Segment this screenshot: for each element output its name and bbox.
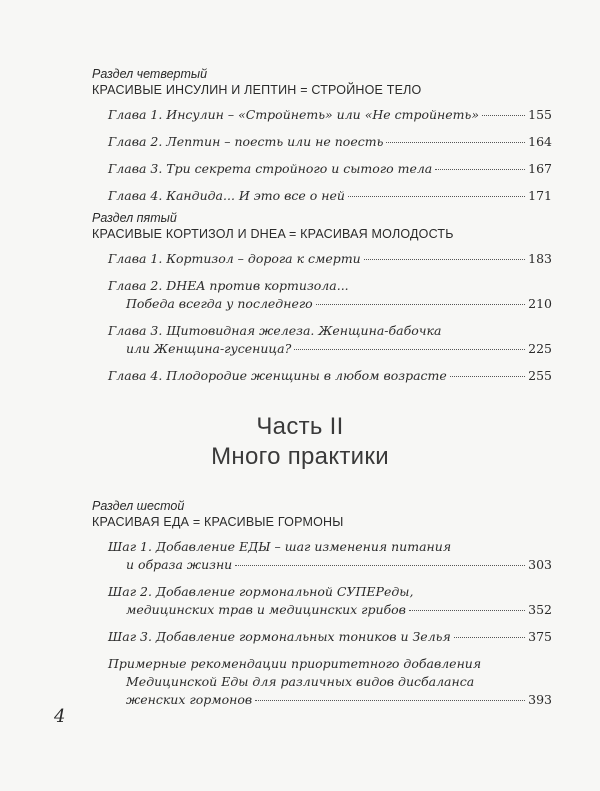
entry-text: Победа всегда у последнего	[126, 296, 313, 311]
section-title: КРАСИВЫЕ ИНСУЛИН И ЛЕПТИН = СТРОЙНОЕ ТЕЛО	[92, 83, 422, 97]
toc-entry[interactable]	[108, 250, 552, 268]
dot-leader	[364, 259, 525, 260]
dot-leader	[435, 169, 525, 170]
entry-text: Глава 4. Кандида... И это все о ней	[108, 188, 345, 203]
dot-leader	[316, 304, 525, 305]
page-number: 171	[528, 188, 552, 203]
page-number: 164	[528, 134, 552, 149]
page-number: 303	[528, 557, 552, 572]
entry-text: Глава 2. Лептин – поесть или не поесть	[108, 134, 384, 149]
page-number: 393	[528, 692, 552, 707]
toc-entry[interactable]	[108, 655, 552, 709]
dot-leader	[454, 637, 525, 638]
entry-text: Шаг 3. Добавление гормональных тоников и Зелья	[108, 629, 451, 644]
dot-leader	[409, 610, 525, 611]
dot-leader	[482, 115, 525, 116]
toc-entry[interactable]	[108, 538, 552, 574]
section-label: Раздел четвертый	[92, 67, 208, 81]
toc-entry[interactable]	[108, 187, 552, 205]
dot-leader	[386, 142, 525, 143]
entry-text: медицинских трав и медицинских грибов	[126, 602, 406, 617]
part-number: Часть II	[256, 413, 344, 440]
entry-text: Глава 1. Кортизол – дорога к смерти	[108, 251, 361, 266]
entry-text: Шаг 1. Добавление ЕДЫ – шаг изменения питания	[108, 539, 452, 554]
section-4	[92, 67, 552, 214]
toc-entry[interactable]	[108, 160, 552, 178]
entry-text: Медицинской Еды для различных видов дисбаланса	[126, 674, 475, 689]
page-number: 255	[528, 368, 552, 383]
toc-entry[interactable]	[108, 106, 552, 124]
dot-leader	[235, 565, 525, 566]
entry-text: Глава 2. DHEA против кортизола...	[108, 278, 349, 293]
page-number: 183	[528, 251, 552, 266]
entry-text: Шаг 2. Добавление гормональной СУПЕРеды,	[108, 584, 414, 599]
section-title: КРАСИВЫЕ КОРТИЗОЛ И DHEA = КРАСИВАЯ МОЛОДОСТЬ	[92, 227, 454, 241]
entry-text: Глава 4. Плодородие женщины в любом возрасте	[108, 368, 447, 383]
page-folio: 4	[54, 706, 66, 727]
dot-leader	[348, 196, 525, 197]
section-title: КРАСИВАЯ ЕДА = КРАСИВЫЕ ГОРМОНЫ	[92, 515, 344, 529]
section-label: Раздел шестой	[92, 499, 185, 513]
toc-entry[interactable]	[108, 367, 552, 385]
section-label: Раздел пятый	[92, 211, 177, 225]
entry-text: Примерные рекомендации приоритетного добавления	[108, 656, 482, 671]
toc-entry[interactable]	[108, 133, 552, 151]
part-heading	[0, 412, 600, 472]
entry-text: Глава 3. Щитовидная железа. Женщина-бабочка	[108, 323, 442, 338]
toc-entry[interactable]	[108, 628, 552, 646]
section-5	[92, 211, 552, 394]
entry-text: Глава 3. Три секрета стройного и сытого тела	[108, 161, 433, 176]
part-title: Много практики	[211, 443, 389, 470]
entry-text: Глава 1. Инсулин – «Стройнеть» или «Не стройнеть»	[108, 107, 479, 122]
page-number: 225	[528, 341, 552, 356]
page-number: 167	[528, 161, 552, 176]
toc-entry[interactable]	[108, 583, 552, 619]
dot-leader	[450, 376, 525, 377]
toc-entry[interactable]	[108, 277, 552, 313]
page-number: 352	[528, 602, 552, 617]
dot-leader	[255, 700, 525, 701]
page-number: 375	[528, 629, 552, 644]
section-6	[92, 499, 552, 718]
page-number: 155	[528, 107, 552, 122]
entry-text: или Женщина-гусеница?	[126, 341, 292, 356]
dot-leader	[294, 349, 525, 350]
entry-text: и образа жизни	[126, 557, 233, 572]
toc-entry[interactable]	[108, 322, 552, 358]
entry-text: женских гормонов	[126, 692, 253, 707]
page-number: 210	[528, 296, 552, 311]
